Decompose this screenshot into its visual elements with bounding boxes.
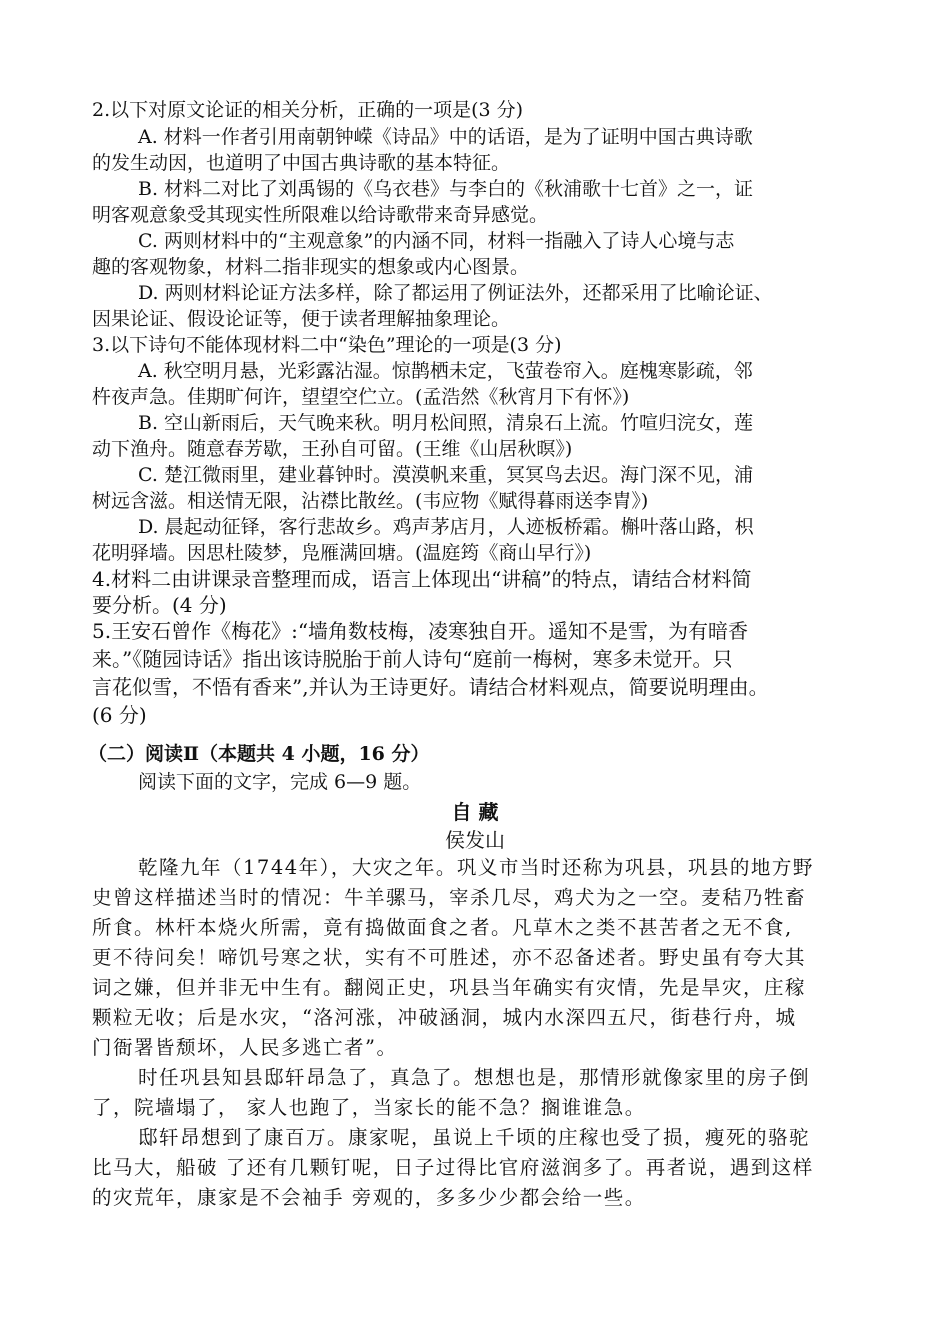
story-p1-line2: 史曾这样描述当时的情况：牛羊骡马，宰杀几尽，鸡犬为之一空。麦秸乃牲畜 <box>92 886 807 909</box>
story-p2-line2: 了，院墙塌了， 家人也跑了，当家长的能不急？搁谁谁急。 <box>92 1096 646 1119</box>
story-p2-line1: 时任巩县知县邸轩昂急了，真急了。想想也是，那情形就像家里的房子倒 <box>138 1066 811 1089</box>
q2-option-c-line2: 趣的客观物象，材料二指非现实的想象或内心图景。 <box>92 256 530 278</box>
q2-option-b-line1: B. 材料二对比了刘禹锡的《乌衣巷》与李白的《秋浦歌十七首》之一，证 <box>138 178 754 200</box>
q3-option-b-line2: 动下渔舟。随意春芳歇，王孙自可留。(王维《山居秋暝》) <box>92 438 573 460</box>
q2-option-d-line1: D. 两则材料论证方法多样，除了都运用了例证法外，还都采用了比喻论证、 <box>138 282 773 304</box>
story-p1-line1: 乾隆九年（1744年），大灾之年。巩义市当时还称为巩县，巩县的地方野 <box>138 856 814 879</box>
q2-option-b-line2: 明客观意象受其现实性所限难以给诗歌带来奇异感觉。 <box>92 204 549 226</box>
q3-option-c-line1: C. 楚江微雨里，建业暮钟时。漠漠帆来重，冥冥鸟去迟。海门深不见，浦 <box>138 464 753 486</box>
story-p1-line3: 所食。林杆本烧火所需，竟有捣做面食之者。凡草木之类不甚苦者之无不食, <box>92 916 793 939</box>
section2-heading: （二）阅读Ⅱ（本题共 4 小题，16 分） <box>88 743 430 765</box>
q5-line3: 言花似雪，不悟有香来”,并认为王诗更好。请结合材料观点，简要说明理由。 <box>92 675 769 699</box>
story-p1-line5: 词之嫌，但并非无中生有。翻阅正史，巩县当年确实有灾情，先是旱灾，庄稼 <box>92 976 807 999</box>
story-p1-line4: 更不待问矣！啼饥号寒之状，实有不可胜述，亦不忍备述者。野史虽有夸大其 <box>92 946 807 969</box>
q3-option-d-line2: 花明驿墙。因思杜陵梦，凫雁满回塘。(温庭筠《商山早行》) <box>92 542 592 564</box>
story-p3-line2: 比马大，船破 了还有几颗钉呢，日子过得比官府滋润多了。再者说，遇到这样 <box>92 1156 814 1179</box>
story-p3-line3: 的灾荒年，康家是不会袖手 旁观的，多多少少都会给一些。 <box>92 1186 646 1209</box>
q4-line1: 4.材料二由讲课录音整理而成，语言上体现出“讲稿”的特点，请结合材料简 <box>92 567 752 591</box>
q3-option-d-line1: D. 晨起动征铎，客行悲故乡。鸡声茅店月，人迹板桥霜。槲叶落山路，枳 <box>138 516 754 538</box>
story-author: 侯发山 <box>445 828 505 852</box>
q3-stem: 3.以下诗句不能体现材料二中“染色”理论的一项是(3 分) <box>92 334 562 356</box>
story-p3-line1: 邸轩昂想到了康百万。康家呢，虽说上千顷的庄稼也受了损，瘦死的骆驼 <box>138 1126 811 1149</box>
section2-instruction: 阅读下面的文字，完成 6—9 题。 <box>138 771 422 793</box>
story-p1-line6: 颗粒无收；后是水灾，“洛河涨，冲破涵洞，城内水深四五尺，街巷行舟，城 <box>92 1006 797 1029</box>
q4-line2: 要分析。(4 分) <box>92 593 227 617</box>
q5-line2: 来。”《随园诗话》指出该诗脱胎于前人诗句“庭前一梅树，寒多未觉开。只 <box>92 647 733 671</box>
q2-stem: 2.以下对原文论证的相关分析，正确的一项是(3 分) <box>92 99 524 121</box>
q2-option-a-line1: A. 材料一作者引用南朝钟嵘《诗品》中的话语，是为了证明中国古典诗歌 <box>138 126 753 148</box>
q2-option-c-line1: C. 两则材料中的“主观意象”的内涵不同，材料一指融入了诗人心境与志 <box>138 230 735 252</box>
q2-option-d-line2: 因果论证、假设论证等，便于读者理解抽象理论。 <box>92 308 511 330</box>
q2-option-a-line2: 的发生动因，也道明了中国古典诗歌的基本特征。 <box>92 152 511 174</box>
q3-option-a-line2: 杵夜声急。佳期旷何许，望望空伫立。(孟浩然《秋宵月下有怀》) <box>92 386 630 408</box>
story-title: 自 藏 <box>451 800 499 824</box>
story-p1-line7: 门衙署皆颓坏，人民多逃亡者”。 <box>92 1036 398 1059</box>
q3-option-a-line1: A. 秋空明月悬，光彩露沾湿。惊鹊栖未定，飞萤卷帘入。庭槐寒影疏，邻 <box>138 360 753 382</box>
q3-option-b-line1: B. 空山新雨后，天气晚来秋。明月松间照，清泉石上流。竹喧归浣女，莲 <box>138 412 754 434</box>
q5-line1: 5.王安石曾作《梅花》:“墙角数枝梅，凌寒独自开。遥知不是雪，为有暗香 <box>92 619 749 643</box>
q3-option-c-line2: 树远含滋。相送情无限，沾襟比散丝。(韦应物《赋得暮雨送李胄》) <box>92 490 649 512</box>
q5-line4: (6 分) <box>92 703 147 727</box>
